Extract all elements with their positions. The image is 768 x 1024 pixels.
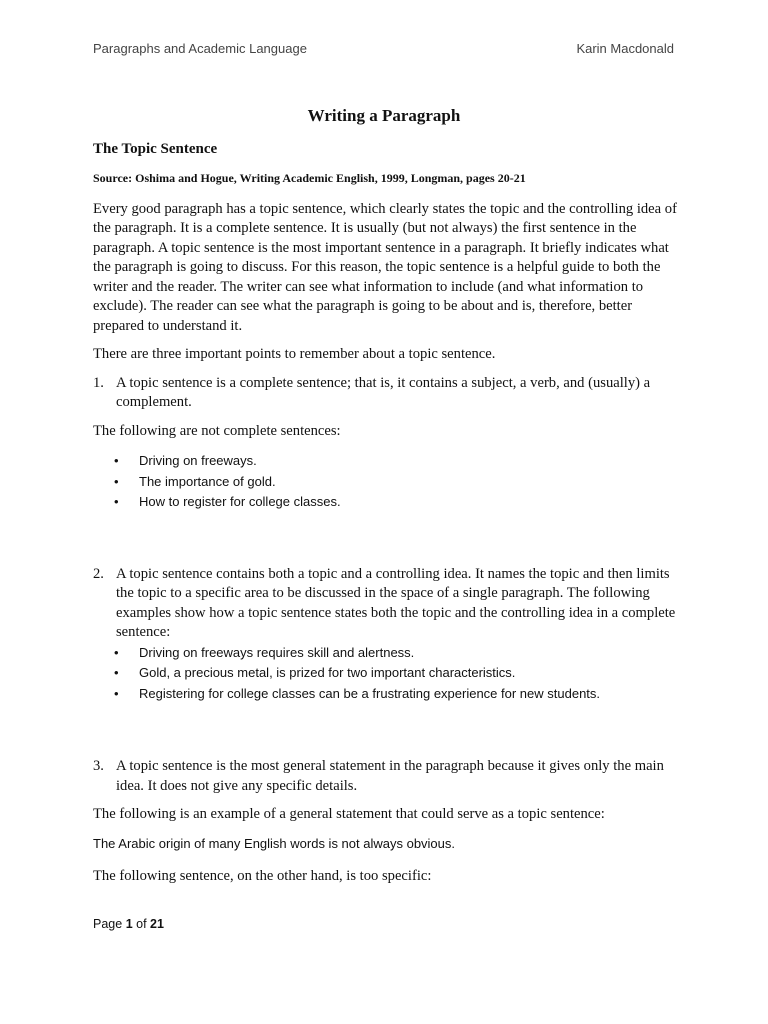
page-total: 21 [150,917,164,931]
list-item: • How to register for college classes. [93,492,678,513]
bullet-icon: • [114,473,119,489]
topic-sentence-examples [93,643,678,705]
page-header [93,41,674,56]
point-number: 2. [93,565,104,582]
list-item: • Registering for college classes can be a frustrating experience for new students. [93,684,678,705]
list-item: • Driving on freeways. [93,451,678,472]
bullet-icon: • [114,685,119,701]
page-footer [93,917,164,931]
document-body [93,140,678,886]
not-complete-list [93,451,678,513]
page-current: 1 [125,917,133,931]
numbered-point-2 [93,565,678,643]
point-number: 1. [93,374,104,391]
numbered-point-3 [93,757,678,796]
page-label: Page [93,917,123,931]
general-intro: The following is an example of a general statement that could serve as a topic sentence: [93,806,605,822]
page-title: Writing a Paragraph [307,106,461,125]
of-label: of [136,917,147,931]
list-item: • Gold, a precious metal, is prized for two important characteristics. [93,663,678,684]
bullet-icon: • [114,494,119,509]
bullet-icon: • [114,644,119,660]
section-heading: The Topic Sentence [93,141,218,157]
point-text: A topic sentence is the most general statement in the paragraph because it gives only the main idea. It does not give any specific details. [116,758,664,794]
source-citation: Source: Oshima and Hogue, Writing Academic English, 1999, Longman, pages 20-21 [93,170,526,185]
point-text: A topic sentence is a complete sentence; that is, it contains a subject, a verb, and (usually) a complement. [116,374,651,410]
points-intro: There are three important points to remember about a topic sentence. [93,346,496,362]
numbered-point-1 [93,374,678,413]
general-example: The Arabic origin of many English words is not always obvious. [93,835,456,851]
point-number: 3. [93,758,104,774]
bullet-icon: • [114,665,119,680]
intro-paragraph: Every good paragraph has a topic sentence, which clearly states the topic and the controlling idea of the paragraph. It is a complete sentence. It is usually (but not always) the first sentence in the paragraph. A topic sentence is the most important sentence in a paragraph. It briefly indicates what the paragraph is going to discuss. For this reason, the topic sentence is a helpful guide to both the writer and the reader. The writer can see what information to include (and what information to exclude). The reader can see what the paragraph is going to be about and is, therefore, better prepared to understand it. [93,200,677,334]
header-right: Karin Macdonald [576,41,674,56]
header-left: Paragraphs and Academic Language [93,41,307,56]
bullet-icon: • [114,453,119,468]
list-item: • The importance of gold. [93,472,678,493]
point-text: A topic sentence contains both a topic and a controlling idea. It names the topic and then limits the topic to a specific area to be discussed in the space of a single paragraph. The following examples show how a topic sentence states both the topic and the controlling idea in a complete sentence: [116,565,676,640]
not-complete-intro: The following are not complete sentences: [93,422,341,439]
list-item: • Driving on freeways requires skill and alertness. [93,643,678,664]
specific-intro: The following sentence, on the other hand, is too specific: [93,867,432,884]
